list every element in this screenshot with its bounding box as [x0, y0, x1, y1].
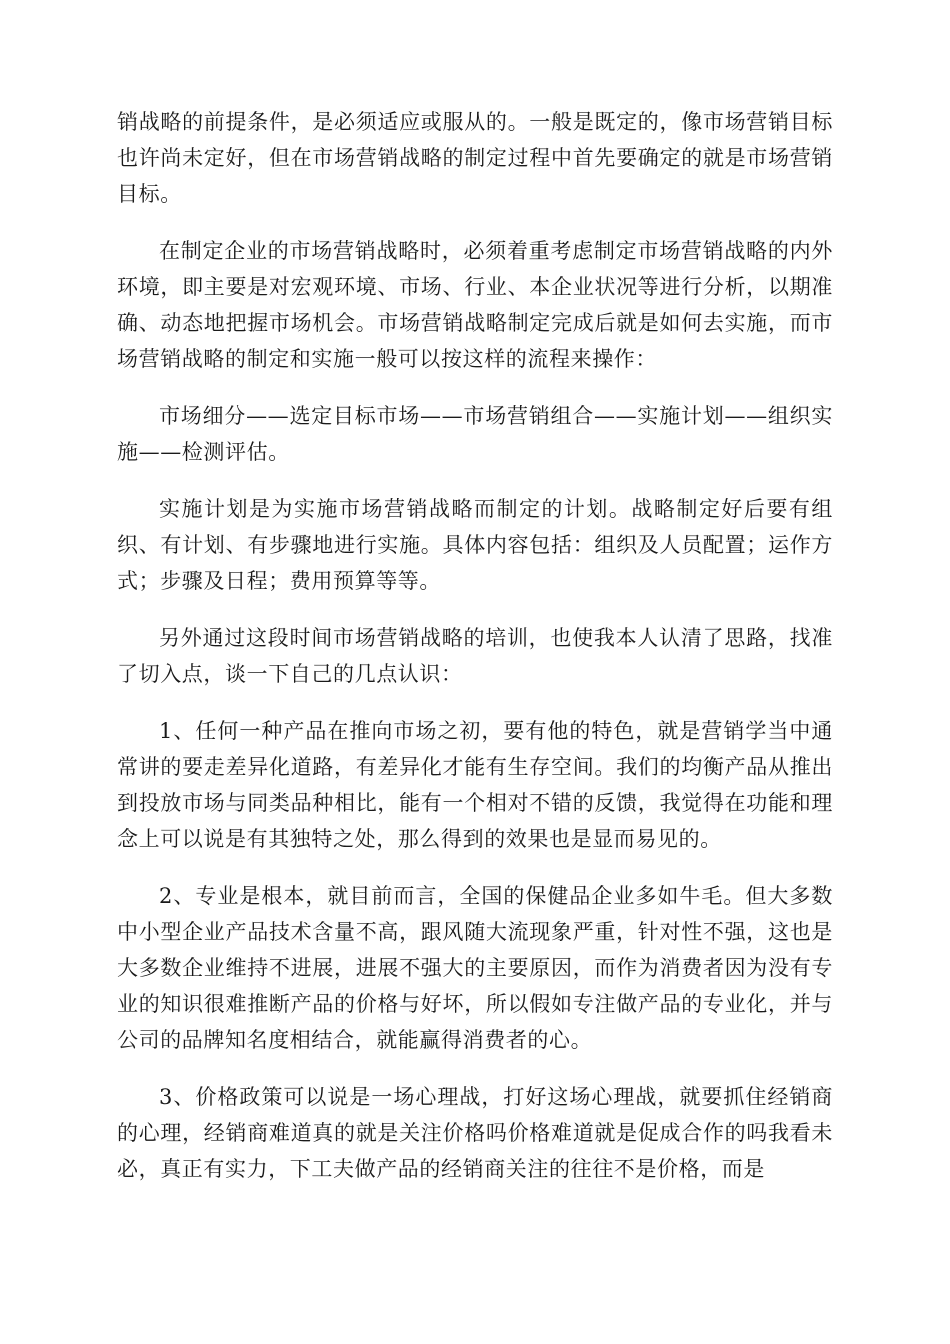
- paragraph-6: 1、任何一种产品在推向市场之初，要有他的特色，就是营销学当中通常讲的要走差异化道路，有差异化才能有生存空间。我们的均衡产品从推出到投放市场与同类品种相比，能有一个相对不错的反馈，我觉得在功能和理念上可以说是有其独特之处，那么得到的效果也是显而易见的。: [117, 719, 833, 851]
- paragraph-8: 3、价格政策可以说是一场心理战，打好这场心理战，就要抓住经销商的心理，经销商难道真的就是关注价格吗价格难道就是促成合作的吗我看未必，真正有实力，下工夫做产品的经销商关注的往往不是价格，而是: [117, 1085, 833, 1181]
- paragraph-2: 在制定企业的市场营销战略时，必须着重考虑制定市场营销战略的内外环境，即主要是对宏观环境、市场、行业、本企业状况等进行分析，以期准确、动态地把握市场机会。市场营销战略制定完成后就是如何去实施，而市场营销战略的制定和实施一般可以按这样的流程来操作：: [117, 239, 833, 371]
- paragraph-3: 市场细分——选定目标市场——市场营销组合——实施计划——组织实施——检测评估。: [117, 404, 833, 464]
- paragraph-1: 销战略的前提条件，是必须适应或服从的。一般是既定的，像市场营销目标也许尚未定好，但在市场营销战略的制定过程中首先要确定的就是市场营销目标。: [117, 110, 833, 206]
- paragraph-4: 实施计划是为实施市场营销战略而制定的计划。战略制定好后要有组织、有计划、有步骤地进行实施。具体内容包括：组织及人员配置；运作方式；步骤及日程；费用预算等等。: [117, 497, 833, 593]
- paragraph-5: 另外通过这段时间市场营销战略的培训，也使我本人认清了思路，找准了切入点，谈一下自己的几点认识：: [117, 626, 833, 686]
- document-body: [117, 104, 833, 1208]
- paragraph-7: 2、专业是根本，就目前而言，全国的保健品企业多如牛毛。但大多数中小型企业产品技术含量不高，跟风随大流现象严重，针对性不强，这也是大多数企业维持不进展，进展不强大的主要原因，而作为消费者因为没有专业的知识很难推断产品的价格与好坏，所以假如专注做产品的专业化，并与公司的品牌知名度相结合，就能赢得消费者的心。: [117, 884, 833, 1052]
